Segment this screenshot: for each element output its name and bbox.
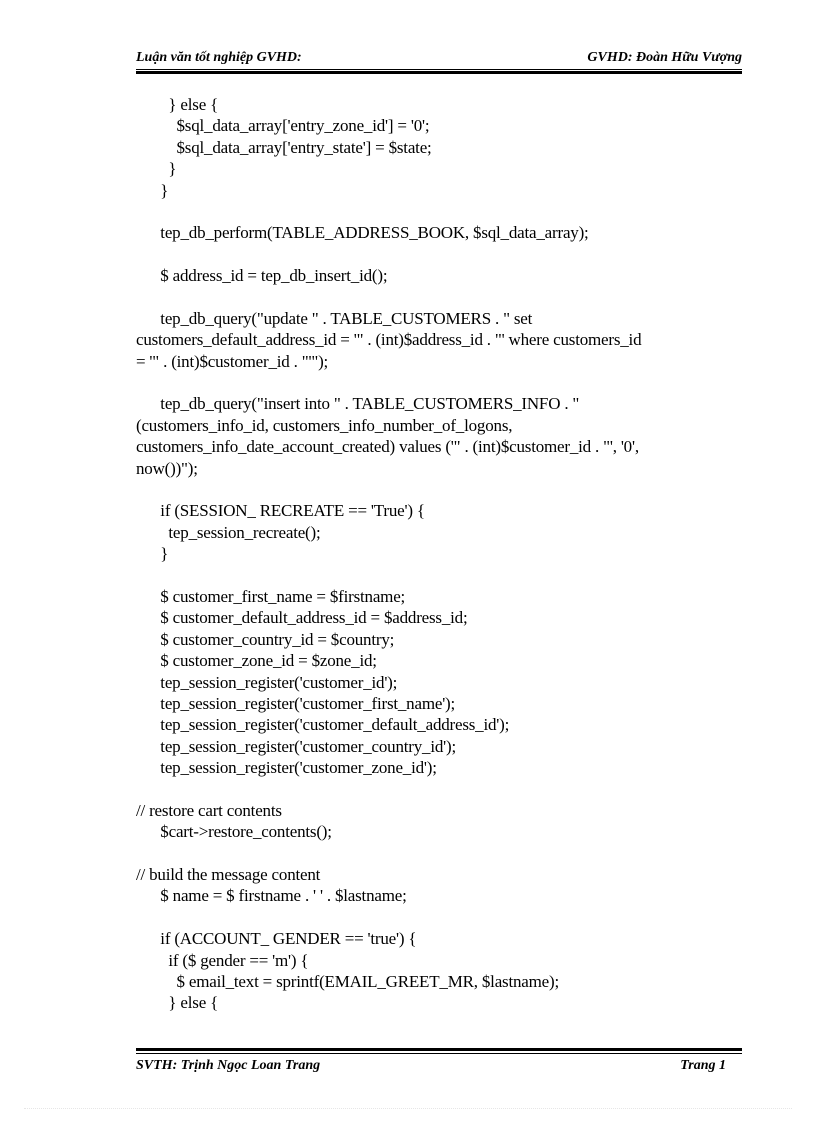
page-header (136, 50, 742, 70)
code-line: } (136, 159, 177, 179)
code-line: tep_session_register('customer_zone_id'); (136, 758, 437, 778)
code-line: tep_session_register('customer_default_address_id'); (136, 715, 510, 735)
code-listing (136, 94, 742, 1014)
code-line: // build the message content (136, 865, 321, 885)
code-line: tep_session_register('customer_id'); (136, 672, 398, 692)
code-line: tep_session_recreate(); (136, 522, 321, 542)
code-line (136, 244, 742, 265)
code-line (136, 201, 742, 222)
code-line: customers_default_address_id = '" . (int)$address_id . "' where customers_id (136, 330, 642, 350)
code-line: tep_session_register('customer_country_id'); (136, 736, 456, 756)
code-line: now())"); (136, 458, 198, 478)
code-line: $ address_id = tep_db_insert_id(); (136, 266, 388, 286)
code-line (136, 565, 742, 586)
code-line: $ customer_country_id = $country; (136, 629, 395, 649)
footer-rule (136, 1048, 742, 1054)
code-line (136, 372, 742, 393)
code-line: customers_info_date_account_created) values ('" . (int)$customer_id . "', '0', (136, 437, 639, 457)
footer-author-text: SVTH: Trịnh Ngọc Loan Trang (136, 1058, 321, 1073)
code-line: = '" . (int)$customer_id . "'"); (136, 351, 329, 371)
code-line (136, 287, 742, 308)
code-line: tep_db_query("update " . TABLE_CUSTOMERS . " set (136, 308, 533, 328)
code-line: } (136, 544, 169, 564)
code-line: $ email_text = sprintf(EMAIL_GREET_MR, $lastname); (136, 972, 559, 992)
code-line: if ($ gender == 'm') { (136, 950, 309, 970)
code-line: $ customer_first_name = $firstname; (136, 586, 406, 606)
code-line (136, 479, 742, 500)
code-line: $ name = $ firstname . ' ' . $lastname; (136, 886, 407, 906)
code-line: tep_db_query("insert into " . TABLE_CUSTOMERS_INFO . " (136, 394, 580, 414)
code-line: tep_session_register('customer_first_name'); (136, 693, 456, 713)
code-line: (customers_info_id, customers_info_number_of_logons, (136, 415, 513, 435)
code-line: $ customer_zone_id = $zone_id; (136, 651, 377, 671)
page-footer (136, 1058, 726, 1078)
code-line: if (SESSION_ RECREATE == 'True') { (136, 501, 425, 521)
code-line: $ customer_default_address_id = $address_id; (136, 608, 468, 628)
code-line (136, 779, 742, 800)
code-line: } else { (136, 993, 219, 1013)
header-rule (136, 69, 742, 74)
code-line: // restore cart contents (136, 800, 282, 820)
page-number: Trang 1 (680, 1058, 726, 1073)
header-right-text: GVHD: Đoàn Hữu Vượng (587, 50, 742, 65)
code-line: $sql_data_array['entry_state'] = $state; (136, 137, 432, 157)
code-line (136, 843, 742, 864)
code-line: if (ACCOUNT_ GENDER == 'true') { (136, 929, 417, 949)
page-edge (24, 1108, 792, 1109)
header-left-text: Luận văn tốt nghiệp GVHD: (136, 50, 302, 65)
code-line: } (136, 180, 169, 200)
code-line: $cart->restore_contents(); (136, 822, 332, 842)
code-line: } else { (136, 95, 219, 114)
code-line: $sql_data_array['entry_zone_id'] = '0'; (136, 116, 430, 136)
code-line: tep_db_perform(TABLE_ADDRESS_BOOK, $sql_data_array); (136, 223, 589, 243)
code-line (136, 907, 742, 928)
